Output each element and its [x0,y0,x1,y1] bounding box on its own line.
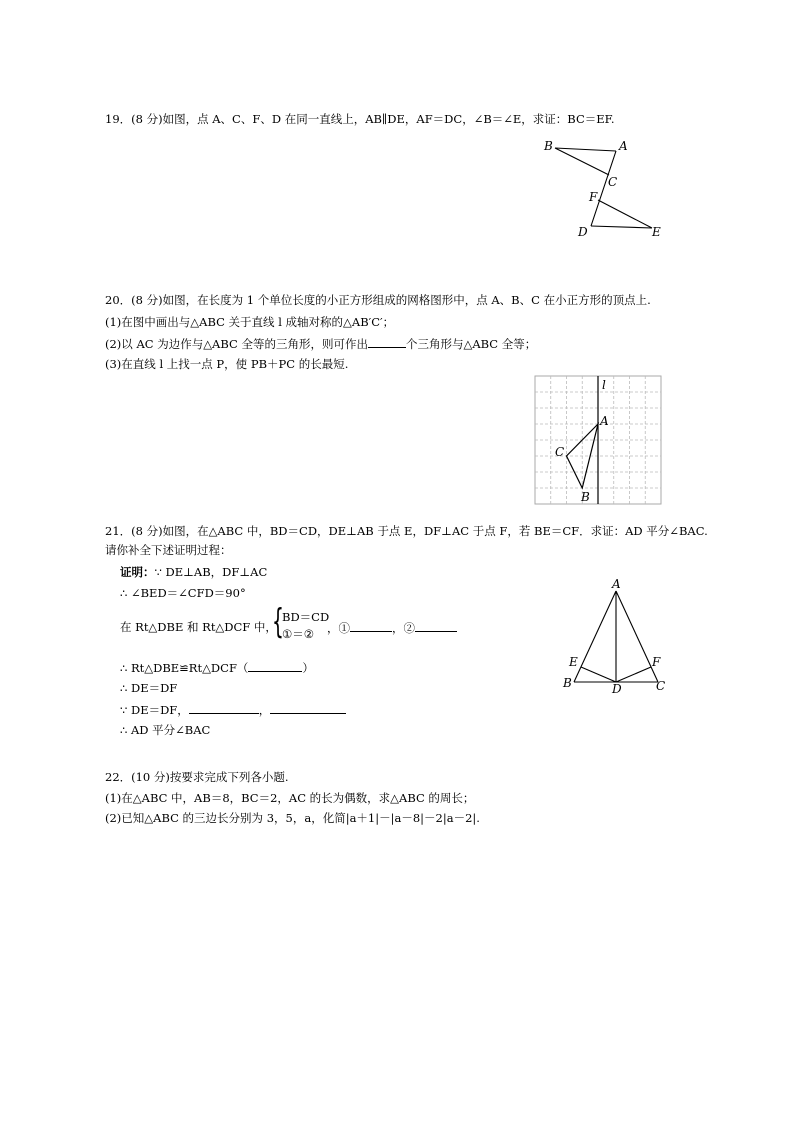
q21-therefore1: ∴ ∠BED＝∠CFD＝90° [120,586,246,600]
q21-therefore2-end: ） [302,661,314,675]
q19-label-c: C [608,175,618,189]
q21-label-a: A [612,577,621,591]
q21-therefore4: ∴ AD 平分∠BAC [120,723,211,737]
q20-item2-a: (2)以 AC 为边作与△ABC 全等的三角形，则可作出 [105,337,368,351]
q21-because2-text: ∵ DE＝DF， [120,703,189,717]
q21-system-line1: BD＝CD [282,610,330,624]
q19-label-e: E [652,225,661,239]
q22-text: 按要求完成下列各小题. [169,770,289,784]
q21-therefore3: ∴ DE＝DF [120,681,178,695]
q19-label-b: B [544,139,553,153]
q20-text: 如图，在长度为 1 个单位长度的小正方形组成的网格图形中，点 A、B、C 在小正方形的顶点上. [162,293,651,307]
q21-label-e: E [569,655,578,669]
q21-blank1-label: ，① [327,621,350,635]
q21-label-f: F [652,655,661,669]
q19-label-a: A [619,139,628,153]
q21-therefore2-text: ∴ Rt△DBE≌Rt△DCF（ [120,661,249,675]
q19-number: 19．(8 分) [105,112,163,126]
q20-label-b: B [581,490,590,504]
q21-label-d: D [612,682,622,696]
q21-segment-df [616,667,651,682]
q21-blank2-label: ，② [392,621,415,635]
q21-segment-ab [574,591,616,682]
q21-number: 21．(8 分) [105,524,163,538]
q21-text: 如图，在△ABC 中，BD＝CD，DE⊥AB 于点 E，DF⊥AC 于点 F，若 BE＝CF．求证：AD 平分∠BAC. [162,524,708,538]
q21-label-c: C [656,679,666,693]
q21-system-line2: ①＝② [282,627,315,641]
q21-because1: ∵ DE⊥AB，DF⊥AC [154,565,268,579]
q19-label-f: F [589,190,598,204]
q20-label-c: C [555,445,565,459]
q21-segment-de [581,667,616,682]
q22-number: 22．(10 分) [105,770,170,784]
q20-number: 20．(8 分) [105,293,163,307]
q22-item2: (2)已知△ABC 的三边长分别为 3，5，a，化简|a＋1|－|a－8|－2|a－2|. [105,811,480,825]
q21-because2-sep: ， [258,703,271,717]
q19-text: 如图，点 A、C、F、D 在同一直线上，AB∥DE，AF＝DC，∠B＝∠E，求证：BC＝EF. [162,112,615,126]
q20-label-a: A [600,414,609,428]
q22-stem [105,770,289,784]
q20-item1: (1)在图中画出与△ABC 关于直线 l 成轴对称的△AB′C′； [105,315,395,329]
q20-item3: (3)在直线 l 上找一点 P，使 PB＋PC 的长最短. [105,357,349,371]
q21-label-b: B [563,676,572,690]
q21-in-rt: 在 Rt△DBE 和 Rt△DCF 中， [120,620,277,634]
q20-label-l: l [602,378,606,392]
q19-label-d: D [578,225,588,239]
q21-brace: { [272,602,284,642]
q21-instruction: 请你补全下述证明过程： [105,543,232,557]
q20-item2-b: 个三角形与△ABC 全等； [405,337,537,351]
q21-proof-label: 证明： [120,565,155,579]
q22-item1: (1)在△ABC 中，AB＝8，BC＝2，AC 的长为偶数，求△ABC 的周长； [105,791,475,805]
